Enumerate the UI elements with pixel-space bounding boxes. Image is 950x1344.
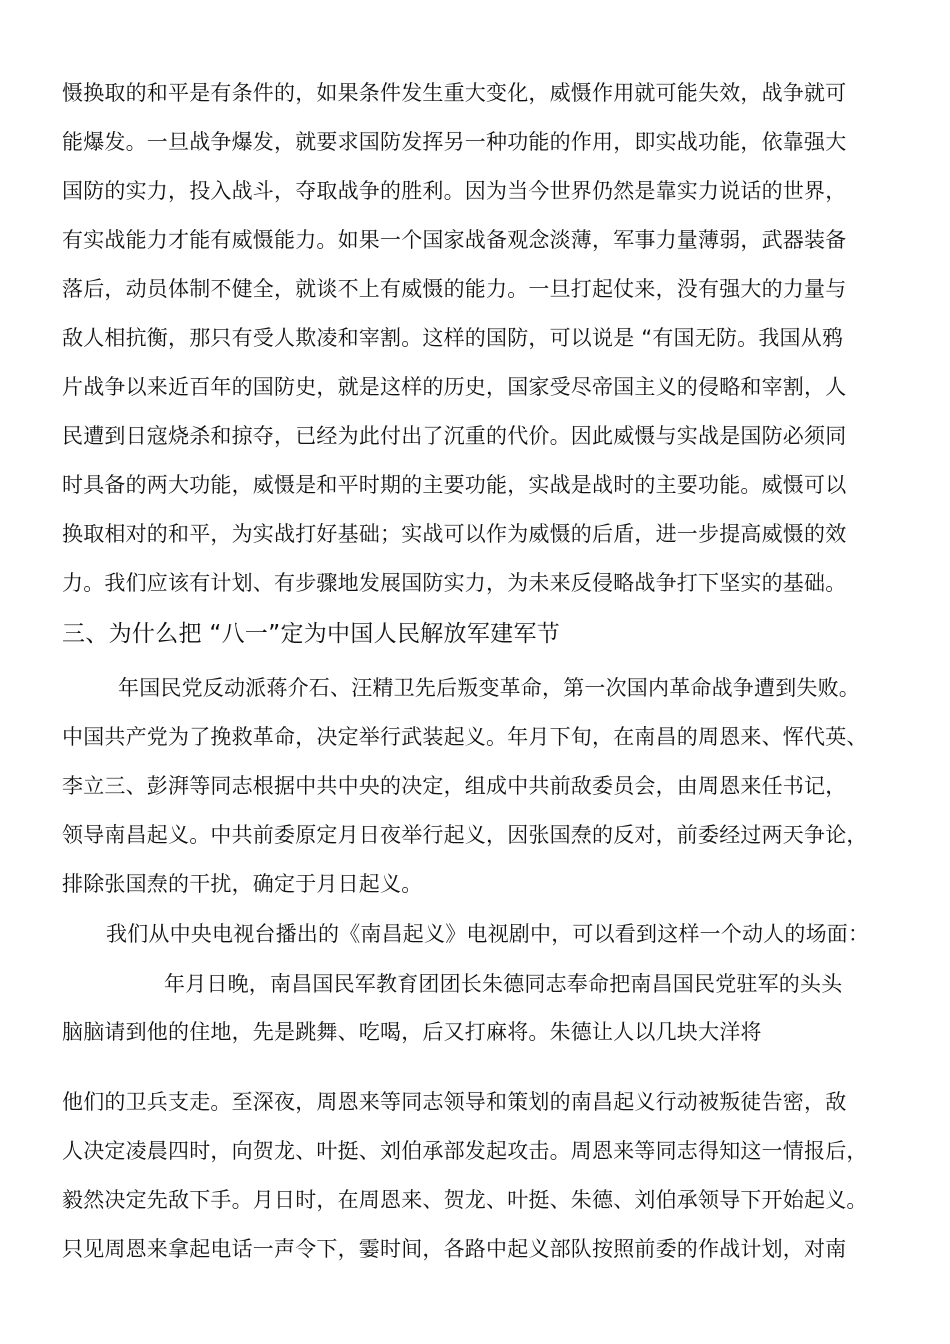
text-line: 换取相对的和平，为实战打好基础；实战可以作为威慑的后盾，进一步提高威慑的效 (62, 522, 847, 546)
text-line: 有实战能力才能有威慑能力。如果一个国家战备观念淡薄，军事力量薄弱，武器装备 (62, 228, 847, 252)
text-line: 力。我们应该有计划、有步骤地发展国防实力，为未来反侵略战争打下坚实的基础。 (62, 571, 847, 595)
text-line: 只见周恩来拿起电话一声令下，霎时间，各路中起义部队按照前委的作战计划，对南 (62, 1237, 847, 1261)
text-line: 能爆发。一旦战争爆发，就要求国防发挥另一种功能的作用，即实战功能，依靠强大 (62, 130, 847, 154)
text-line: 李立三、彭湃等同志根据中共中央的决定，组成中共前敌委员会，由周恩来任书记， (62, 774, 847, 798)
text-line: 排除张国焘的干扰，确定于月日起义。 (62, 872, 423, 896)
text-line: 民遭到日寇烧杀和掠夺，已经为此付出了沉重的代价。因此威慑与实战是国防必须同 (62, 424, 847, 448)
text-line: 脑脑请到他的住地，先是跳舞、吃喝，后又打麻将。朱德让人以几块大洋将 (62, 1020, 762, 1044)
text-line: 敌人相抗衡，那只有受人欺凌和宰割。这样的国防，可以说是 “有国无防。我国从鸦 (62, 326, 844, 350)
text-line: 人决定凌晨四时，向贺龙、叶挺、刘伯承部发起攻击。周恩来等同志得知这一情报后， (62, 1139, 868, 1163)
text-line: 落后，动员体制不健全，就谈不上有威慑的能力。一旦打起仗来，没有强大的力量与 (62, 277, 847, 301)
text-line: 年月日晚，南昌国民军教育团团长朱德同志奉命把南昌国民党驻军的头头 (164, 972, 843, 996)
text-line: 毅然决定先敌下手。月日时，在周恩来、贺龙、叶挺、朱德、刘伯承领导下开始起义。 (62, 1188, 868, 1212)
text-line: 我们从中央电视台播出的《南昌起义》电视剧中，可以看到这样一个动人的场面： (106, 922, 870, 946)
section-heading: 三、为什么把 “八一”定为中国人民解放军建军节 (62, 621, 561, 647)
text-line: 时具备的两大功能，威慑是和平时期的主要功能，实战是战时的主要功能。威慑可以 (62, 473, 847, 497)
text-line: 年国民党反动派蒋介石、汪精卫先后叛变革命，第一次国内革命战争遭到失败。 (118, 676, 860, 700)
text-line: 国防的实力，投入战斗，夺取战争的胜利。因为当今世界仍然是靠实力说话的世界， (62, 179, 847, 203)
text-line: 领导南昌起义。中共前委原定月日夜举行起义，因张国焘的反对，前委经过两天争论， (62, 823, 868, 847)
text-line: 片战争以来近百年的国防史，就是这样的历史，国家受尽帝国主义的侵略和宰割，人 (62, 375, 847, 399)
text-line: 慑换取的和平是有条件的，如果条件发生重大变化，威慑作用就可能失效，战争就可 (62, 81, 847, 105)
text-line: 中国共产党为了挽救革命，决定举行武装起义。年月下旬，在南昌的周恩来、恽代英、 (62, 725, 868, 749)
text-line: 他们的卫兵支走。至深夜，周恩来等同志领导和策划的南昌起义行动被叛徒告密，敌 (62, 1090, 847, 1114)
